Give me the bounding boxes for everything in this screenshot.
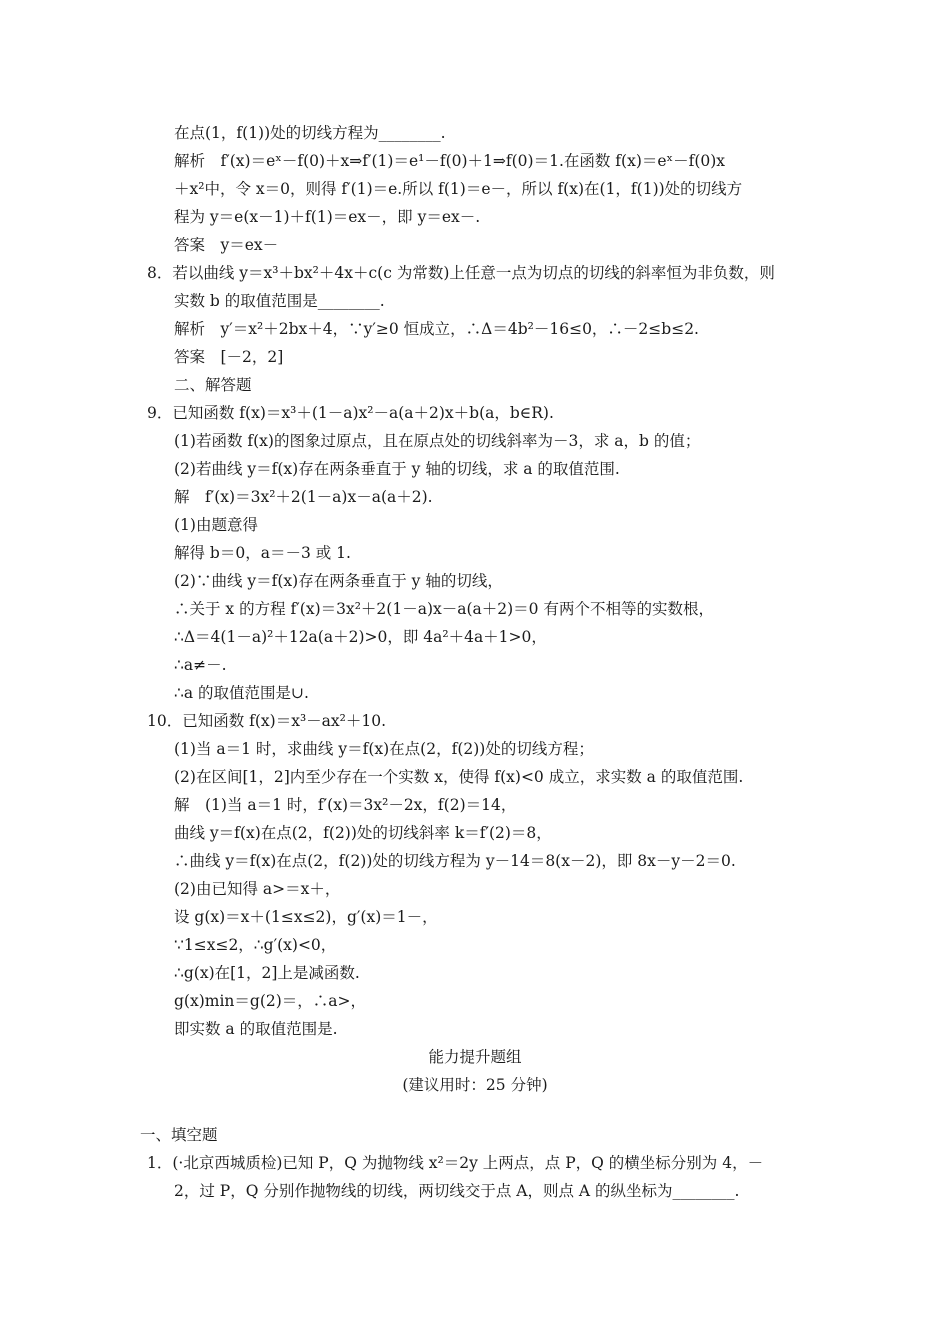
text-line: 答案 y＝ex－ [174, 236, 279, 254]
section-heading: 一、填空题 [140, 1126, 218, 1144]
text-line: ∵1≤x≤2，∴g′(x)<0， [174, 936, 337, 954]
text-line: (2)由已知得 a>＝x＋， [174, 880, 341, 898]
text-line: 解析 y′＝x²＋2bx＋4，∵y′≥0 恒成立，∴Δ＝4b²－16≤0，∴－2≤b≤2. [174, 320, 699, 338]
text-line: (2)在区间[1，2]内至少存在一个实数 x，使得 f(x)<0 成立，求实数 a 的取值范围. [174, 768, 744, 786]
problem-9: 9．已知函数 f(x)＝x³＋(1－a)x²－a(a＋2)x＋b(a，b∈R). [147, 404, 554, 422]
text-line: ∴g(x)在[1，2]上是减函数. [174, 964, 360, 982]
text-line: (2)若曲线 y＝f(x)存在两条垂直于 y 轴的切线，求 a 的取值范围. [174, 460, 620, 478]
text-line: 即实数 a 的取值范围是. [174, 1020, 338, 1038]
problem-10: 10．已知函数 f(x)＝x³－ax²＋10. [147, 712, 387, 730]
text-line: 解 f′(x)＝3x²＋2(1－a)x－a(a＋2). [174, 488, 433, 506]
text-line: (1)由题意得 [174, 516, 258, 534]
text-line: (1)若函数 f(x)的图象过原点，且在原点处的切线斜率为－3，求 a，b 的值； [174, 432, 701, 450]
text-line: 实数 b 的取值范围是________. [174, 292, 385, 310]
text-line: 2，过 P，Q 分别作抛物线的切线，两切线交于点 A，则点 A 的纵坐标为________. [174, 1182, 740, 1200]
text-line: 解析 f′(x)＝eˣ－f(0)＋x⇒f′(1)＝e¹－f(0)＋1⇒f(0)＝1.在函数 f(x)＝eˣ－f(0)x [174, 152, 726, 170]
group-subtitle: (建议用时：25 分钟) [402, 1076, 548, 1094]
text-line: 答案 [－2，2] [174, 348, 284, 366]
text-line: 解 (1)当 a＝1 时，f′(x)＝3x²－2x，f(2)＝14， [174, 796, 517, 814]
text-line: g(x)min＝g(2)＝，∴a>， [174, 992, 367, 1010]
text-line: 曲线 y＝f(x)在点(2，f(2))处的切线斜率 k＝f′(2)＝8， [174, 824, 552, 842]
text-line: ＋x²中，令 x＝0，则得 f′(1)＝e.所以 f(1)＝e－，所以 f(x)在(1，f(1))处的切线方 [174, 180, 743, 198]
text-line: ∴a≠－. [174, 656, 227, 674]
text-line: (1)当 a＝1 时，求曲线 y＝f(x)在点(2，f(2))处的切线方程； [174, 740, 594, 758]
text-line: ∴曲线 y＝f(x)在点(2，f(2))处的切线方程为 y－14＝8(x－2)，即 8x－y－2＝0. [174, 852, 736, 870]
text-line: 程为 y＝e(x－1)＋f(1)＝ex－，即 y＝ex－. [174, 208, 481, 226]
group-title: 能力提升题组 [428, 1048, 522, 1066]
problem-8: 8．若以曲线 y＝x³＋bx²＋4x＋c(c 为常数)上任意一点为切点的切线的斜率恒为非负数，则 [147, 264, 775, 282]
text-line: ∴a 的取值范围是∪. [174, 684, 309, 702]
text-line: 在点(1，f(1))处的切线方程为________. [174, 124, 446, 142]
text-line: (2)∵曲线 y＝f(x)存在两条垂直于 y 轴的切线， [174, 572, 503, 590]
text-line: ∴关于 x 的方程 f′(x)＝3x²＋2(1－a)x－a(a＋2)＝0 有两个不相等的实数根， [174, 600, 714, 618]
problem-1: 1．(·北京西城质检)已知 P，Q 为抛物线 x²＝2y 上两点，点 P，Q 的横坐标分别为 4，－ [147, 1154, 764, 1172]
text-line: 解得 b＝0，a＝－3 或 1. [174, 544, 351, 562]
section-heading: 二、解答题 [174, 376, 252, 394]
text-line: ∴Δ＝4(1－a)²＋12a(a＋2)>0，即 4a²＋4a＋1>0， [174, 628, 547, 646]
text-line: 设 g(x)＝x＋(1≤x≤2)，g′(x)＝1－， [174, 908, 438, 926]
